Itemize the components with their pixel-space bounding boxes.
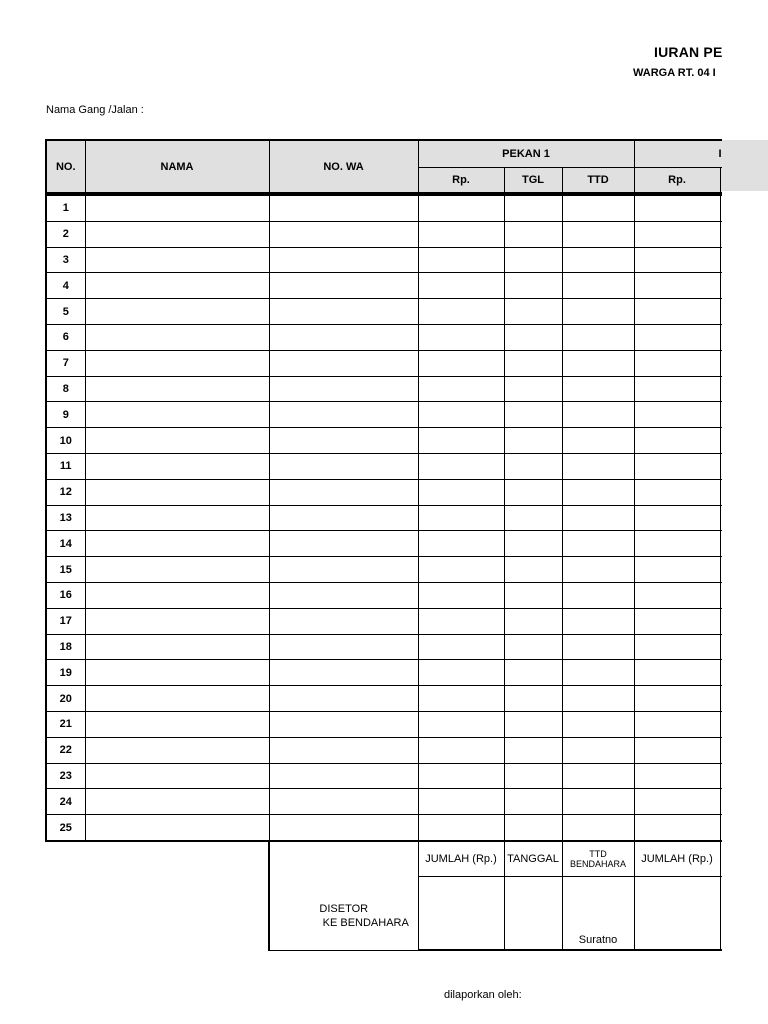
- ttd-cell[interactable]: [562, 557, 634, 583]
- ttd-cell[interactable]: [562, 376, 634, 402]
- ttd-cell[interactable]: [562, 453, 634, 479]
- sub-header-rp-2: Rp.: [634, 168, 720, 195]
- ttd-cell[interactable]: [562, 324, 634, 350]
- rp-cell-2[interactable]: [634, 763, 720, 789]
- name-cell[interactable]: [85, 505, 269, 531]
- rp-cell-2[interactable]: [634, 376, 720, 402]
- tgl-cell-2[interactable]: [720, 660, 722, 686]
- row-number: 1: [46, 194, 85, 221]
- rp-cell[interactable]: [418, 711, 504, 737]
- rp-cell[interactable]: [418, 608, 504, 634]
- header-row-1: [46, 140, 722, 168]
- rp-cell[interactable]: [418, 453, 504, 479]
- sub-header-ttd: TTD: [562, 168, 634, 195]
- rp-cell[interactable]: [418, 194, 504, 221]
- row-number: 24: [46, 789, 85, 815]
- table-row: [46, 350, 722, 376]
- rp-cell-2[interactable]: [634, 686, 720, 712]
- ttd-cell[interactable]: [562, 815, 634, 841]
- name-cell[interactable]: [85, 194, 269, 221]
- tgl-cell[interactable]: [504, 299, 562, 325]
- name-cell[interactable]: [85, 324, 269, 350]
- rp-cell[interactable]: [418, 815, 504, 841]
- ttd-cell[interactable]: [562, 299, 634, 325]
- ttd-cell[interactable]: [562, 350, 634, 376]
- table-row: [46, 299, 722, 325]
- table-row: [46, 582, 722, 608]
- rp-cell-2[interactable]: [634, 789, 720, 815]
- row-number: 12: [46, 479, 85, 505]
- tgl-cell[interactable]: [504, 789, 562, 815]
- table-row: [46, 531, 722, 557]
- tgl-cell-2[interactable]: [720, 479, 722, 505]
- ttd-cell[interactable]: [562, 402, 634, 428]
- name-cell[interactable]: [85, 531, 269, 557]
- row-number: 7: [46, 350, 85, 376]
- ttd-cell[interactable]: [562, 428, 634, 454]
- table-row: [46, 376, 722, 402]
- tgl-cell-2[interactable]: [720, 299, 722, 325]
- ttd-cell[interactable]: [562, 273, 634, 299]
- row-number: 20: [46, 686, 85, 712]
- signer-name: Suratno: [578, 934, 618, 946]
- gang-label: Nama Gang /Jalan :: [46, 104, 144, 116]
- rp-cell[interactable]: [418, 376, 504, 402]
- wa-cell[interactable]: [269, 737, 418, 763]
- row-number: 23: [46, 763, 85, 789]
- wa-cell[interactable]: [269, 428, 418, 454]
- name-cell[interactable]: [85, 350, 269, 376]
- sub-header-rp: Rp.: [418, 168, 504, 195]
- ttd-cell[interactable]: [562, 582, 634, 608]
- wa-cell[interactable]: [269, 221, 418, 247]
- col-header-pekan-2: I: [634, 140, 722, 168]
- table-row: [46, 324, 722, 350]
- name-cell[interactable]: [85, 711, 269, 737]
- rp-cell[interactable]: [418, 763, 504, 789]
- rp-cell[interactable]: [418, 221, 504, 247]
- name-cell[interactable]: [85, 428, 269, 454]
- rp-cell-2[interactable]: [634, 428, 720, 454]
- table-row: [46, 557, 722, 583]
- tgl-cell[interactable]: [504, 582, 562, 608]
- tgl-cell[interactable]: [504, 737, 562, 763]
- tgl-cell[interactable]: [504, 505, 562, 531]
- rp-cell-2[interactable]: [634, 273, 720, 299]
- tgl-cell[interactable]: [504, 479, 562, 505]
- rp-cell-2[interactable]: [634, 324, 720, 350]
- tgl-cell-2[interactable]: [720, 247, 722, 273]
- table-row: [46, 660, 722, 686]
- document-title: IURAN PE: [654, 44, 722, 60]
- wa-cell[interactable]: [269, 815, 418, 841]
- rp-cell[interactable]: [418, 273, 504, 299]
- wa-cell[interactable]: [269, 634, 418, 660]
- tgl-cell-2[interactable]: [720, 634, 722, 660]
- offscreen-column-shade: [722, 140, 768, 191]
- table-row: [46, 428, 722, 454]
- ttd-cell[interactable]: [562, 660, 634, 686]
- tgl-cell[interactable]: [504, 763, 562, 789]
- rp-cell[interactable]: [418, 428, 504, 454]
- tgl-cell-2[interactable]: [720, 531, 722, 557]
- tgl-cell[interactable]: [504, 815, 562, 841]
- rp-cell[interactable]: [418, 350, 504, 376]
- tgl-cell[interactable]: [504, 247, 562, 273]
- rp-cell-2[interactable]: [634, 453, 720, 479]
- disetor-line-1: DISETOR: [319, 902, 369, 915]
- tgl-cell[interactable]: [504, 350, 562, 376]
- rp-cell[interactable]: [418, 634, 504, 660]
- rp-cell-2[interactable]: [634, 711, 720, 737]
- ttd-cell[interactable]: [562, 221, 634, 247]
- rp-cell[interactable]: [418, 686, 504, 712]
- rp-cell-2[interactable]: [634, 299, 720, 325]
- wa-cell[interactable]: [269, 608, 418, 634]
- tgl-cell[interactable]: [504, 608, 562, 634]
- row-number: 4: [46, 273, 85, 299]
- table-row: [46, 789, 722, 815]
- tgl-cell[interactable]: [504, 324, 562, 350]
- table-row: [46, 686, 722, 712]
- rp-cell-2[interactable]: [634, 350, 720, 376]
- sub-header-tgl-2: [720, 168, 722, 195]
- name-cell[interactable]: [85, 479, 269, 505]
- table-row: [46, 634, 722, 660]
- table-row: [46, 453, 722, 479]
- rp-cell[interactable]: [418, 402, 504, 428]
- wa-cell[interactable]: [269, 582, 418, 608]
- tgl-cell[interactable]: [504, 531, 562, 557]
- row-number: 19: [46, 660, 85, 686]
- ttd-cell[interactable]: [562, 479, 634, 505]
- tgl-cell-2[interactable]: [720, 608, 722, 634]
- name-cell[interactable]: [85, 299, 269, 325]
- rp-cell-2[interactable]: [634, 531, 720, 557]
- ttd-cell[interactable]: [562, 247, 634, 273]
- tanggal-cell-2[interactable]: [720, 877, 722, 951]
- rp-cell-2[interactable]: [634, 221, 720, 247]
- name-cell[interactable]: [85, 453, 269, 479]
- rp-cell-2[interactable]: [634, 557, 720, 583]
- rp-cell[interactable]: [418, 789, 504, 815]
- wa-cell[interactable]: [269, 350, 418, 376]
- row-number: 25: [46, 815, 85, 841]
- tgl-cell-2[interactable]: [720, 324, 722, 350]
- jumlah-cell[interactable]: [418, 877, 504, 951]
- name-cell[interactable]: [85, 221, 269, 247]
- table-row: [46, 479, 722, 505]
- col-header-nama: NAMA: [85, 140, 269, 194]
- rp-cell-2[interactable]: [634, 479, 720, 505]
- rp-cell-2[interactable]: [634, 660, 720, 686]
- table-row: [46, 221, 722, 247]
- table-row: [46, 608, 722, 634]
- name-cell[interactable]: [85, 582, 269, 608]
- ttd-cell[interactable]: [562, 763, 634, 789]
- table-body: [46, 194, 722, 841]
- row-number: 21: [46, 711, 85, 737]
- ttd-cell[interactable]: [562, 608, 634, 634]
- rp-cell-2[interactable]: [634, 608, 720, 634]
- rp-cell-2[interactable]: [634, 634, 720, 660]
- rp-cell[interactable]: [418, 737, 504, 763]
- wa-cell[interactable]: [269, 324, 418, 350]
- col-header-pekan-1: PEKAN 1: [418, 140, 634, 168]
- row-number: 3: [46, 247, 85, 273]
- rp-cell[interactable]: [418, 324, 504, 350]
- rp-cell-2[interactable]: [634, 505, 720, 531]
- wa-cell[interactable]: [269, 711, 418, 737]
- tgl-cell-2[interactable]: [720, 376, 722, 402]
- name-cell[interactable]: [85, 376, 269, 402]
- table-row: [46, 737, 722, 763]
- wa-cell[interactable]: [269, 505, 418, 531]
- sub-header-tgl: TGL: [504, 168, 562, 195]
- name-cell[interactable]: [85, 789, 269, 815]
- tanggal-header-2: [720, 842, 722, 877]
- rp-cell-2[interactable]: [634, 247, 720, 273]
- row-number: 8: [46, 376, 85, 402]
- reported-by-label: dilaporkan oleh:: [444, 989, 522, 1001]
- ttd-cell[interactable]: [562, 737, 634, 763]
- tgl-cell-2[interactable]: [720, 711, 722, 737]
- tgl-cell-2[interactable]: [720, 686, 722, 712]
- wa-cell[interactable]: [269, 376, 418, 402]
- rp-cell-2[interactable]: [634, 815, 720, 841]
- wa-cell[interactable]: [269, 453, 418, 479]
- rp-cell-2[interactable]: [634, 402, 720, 428]
- deposit-table: [268, 841, 722, 951]
- wa-cell[interactable]: [269, 247, 418, 273]
- tgl-cell-2[interactable]: [720, 273, 722, 299]
- table-row: [46, 763, 722, 789]
- name-cell[interactable]: [85, 686, 269, 712]
- tgl-cell-2[interactable]: [720, 505, 722, 531]
- wa-cell[interactable]: [269, 660, 418, 686]
- col-header-wa: NO. WA: [269, 140, 418, 194]
- rp-cell[interactable]: [418, 479, 504, 505]
- tgl-cell-2[interactable]: [720, 453, 722, 479]
- tgl-cell-2[interactable]: [720, 350, 722, 376]
- wa-cell[interactable]: [269, 299, 418, 325]
- tgl-cell-2[interactable]: [720, 815, 722, 841]
- row-number: 18: [46, 634, 85, 660]
- wa-cell[interactable]: [269, 273, 418, 299]
- row-number: 22: [46, 737, 85, 763]
- ttd-cell[interactable]: [562, 711, 634, 737]
- row-number: 6: [46, 324, 85, 350]
- rp-cell-2[interactable]: [634, 194, 720, 221]
- name-cell[interactable]: [85, 737, 269, 763]
- tgl-cell-2[interactable]: [720, 737, 722, 763]
- tgl-cell[interactable]: [504, 428, 562, 454]
- jumlah-header-2: JUMLAH (Rp.): [634, 842, 720, 877]
- tgl-cell-2[interactable]: [720, 582, 722, 608]
- ttd-bendahara-header: [562, 842, 634, 877]
- col-header-no: NO.: [46, 140, 85, 194]
- jumlah-header: JUMLAH (Rp.): [418, 842, 504, 877]
- row-number: 16: [46, 582, 85, 608]
- ttd-line-2: BENDAHARA: [569, 858, 626, 869]
- wa-cell[interactable]: [269, 557, 418, 583]
- tgl-cell-2[interactable]: [720, 221, 722, 247]
- ttd-cell[interactable]: [562, 194, 634, 221]
- rp-cell-2[interactable]: [634, 737, 720, 763]
- rp-cell[interactable]: [418, 531, 504, 557]
- ttd-cell[interactable]: [562, 531, 634, 557]
- tanggal-cell[interactable]: [504, 877, 562, 951]
- name-cell[interactable]: [85, 815, 269, 841]
- table-row: [46, 273, 722, 299]
- ttd-cell[interactable]: [562, 789, 634, 815]
- row-number: 10: [46, 428, 85, 454]
- name-cell[interactable]: [85, 660, 269, 686]
- tgl-cell[interactable]: [504, 376, 562, 402]
- dues-table: [45, 139, 722, 842]
- document-subtitle: WARGA RT. 04 I: [633, 67, 716, 79]
- ttd-cell: [562, 877, 634, 951]
- rp-cell[interactable]: [418, 247, 504, 273]
- tgl-cell-2[interactable]: [720, 789, 722, 815]
- rp-cell[interactable]: [418, 582, 504, 608]
- name-cell[interactable]: [85, 634, 269, 660]
- tanggal-header: TANGGAL: [504, 842, 562, 877]
- name-cell[interactable]: [85, 763, 269, 789]
- ttd-line-1: TTD: [589, 848, 607, 859]
- jumlah-cell-2[interactable]: [634, 877, 720, 951]
- name-cell[interactable]: [85, 273, 269, 299]
- disetor-line-2: KE BENDAHARA: [322, 916, 409, 929]
- tgl-cell[interactable]: [504, 194, 562, 221]
- disetor-cell: [269, 842, 418, 951]
- wa-cell[interactable]: [269, 402, 418, 428]
- tgl-cell[interactable]: [504, 660, 562, 686]
- wa-cell[interactable]: [269, 531, 418, 557]
- row-number: 11: [46, 453, 85, 479]
- row-number: 14: [46, 531, 85, 557]
- rp-cell-2[interactable]: [634, 582, 720, 608]
- tgl-cell-2[interactable]: [720, 428, 722, 454]
- table-row: [46, 815, 722, 841]
- tgl-cell[interactable]: [504, 221, 562, 247]
- row-number: 15: [46, 557, 85, 583]
- table-row: [46, 711, 722, 737]
- ttd-cell[interactable]: [562, 686, 634, 712]
- wa-cell[interactable]: [269, 194, 418, 221]
- rp-cell[interactable]: [418, 660, 504, 686]
- wa-cell[interactable]: [269, 763, 418, 789]
- wa-cell[interactable]: [269, 686, 418, 712]
- tgl-cell[interactable]: [504, 453, 562, 479]
- tgl-cell-2[interactable]: [720, 557, 722, 583]
- name-cell[interactable]: [85, 608, 269, 634]
- tgl-cell[interactable]: [504, 711, 562, 737]
- rp-cell[interactable]: [418, 505, 504, 531]
- table-row: [46, 247, 722, 273]
- tgl-cell[interactable]: [504, 686, 562, 712]
- ttd-cell[interactable]: [562, 634, 634, 660]
- tgl-cell[interactable]: [504, 402, 562, 428]
- row-number: 13: [46, 505, 85, 531]
- rp-cell[interactable]: [418, 299, 504, 325]
- tgl-cell-2[interactable]: [720, 402, 722, 428]
- row-number: 9: [46, 402, 85, 428]
- table-row: [46, 505, 722, 531]
- name-cell[interactable]: [85, 557, 269, 583]
- wa-cell[interactable]: [269, 789, 418, 815]
- row-number: 5: [46, 299, 85, 325]
- row-number: 2: [46, 221, 85, 247]
- ttd-cell[interactable]: [562, 505, 634, 531]
- rp-cell[interactable]: [418, 557, 504, 583]
- tgl-cell-2[interactable]: [720, 194, 722, 221]
- tgl-cell[interactable]: [504, 273, 562, 299]
- name-cell[interactable]: [85, 247, 269, 273]
- name-cell[interactable]: [85, 402, 269, 428]
- tgl-cell[interactable]: [504, 634, 562, 660]
- tgl-cell[interactable]: [504, 557, 562, 583]
- table-row: [46, 402, 722, 428]
- wa-cell[interactable]: [269, 479, 418, 505]
- tgl-cell-2[interactable]: [720, 763, 722, 789]
- deposit-header-row: [269, 842, 722, 877]
- row-number: 17: [46, 608, 85, 634]
- table-row: [46, 194, 722, 221]
